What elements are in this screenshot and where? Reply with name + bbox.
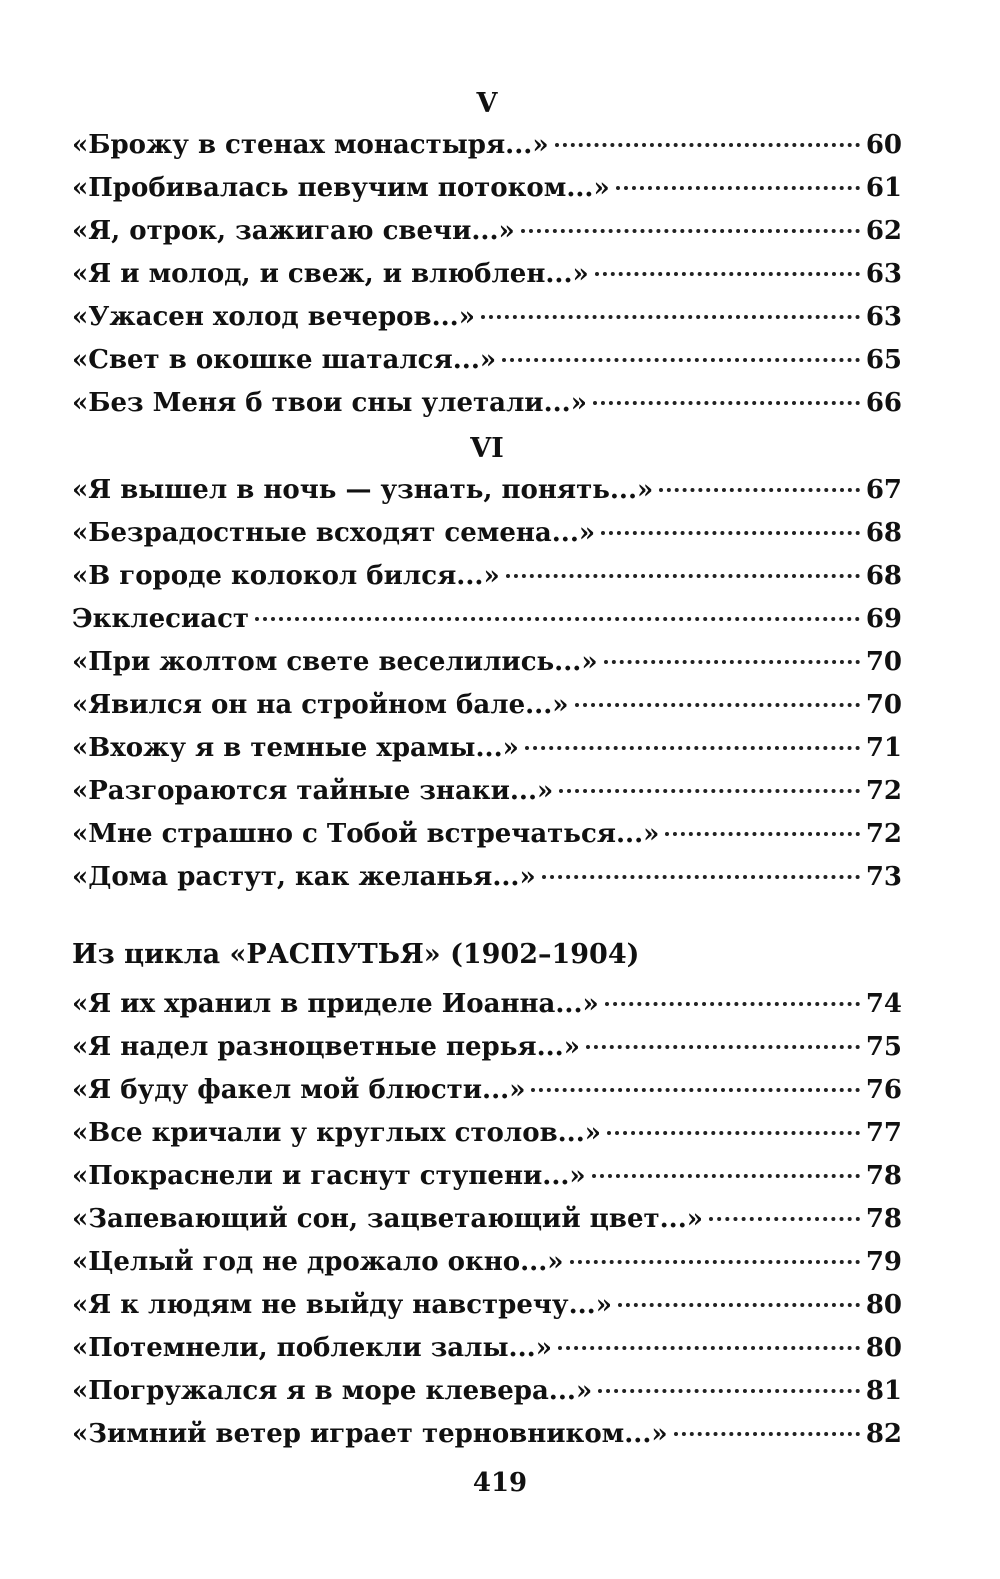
toc-entry[interactable] (72, 555, 902, 598)
section-heading: VI (470, 433, 504, 464)
toc-entry-title: «Пробивалась певучим потоком...» (72, 173, 610, 203)
toc-entry[interactable] (72, 684, 902, 727)
toc-entry[interactable] (72, 856, 902, 899)
toc-entry[interactable] (72, 727, 902, 770)
toc-entry-title: «Мне страшно с Тобой встречаться...» (72, 819, 660, 849)
toc-entry-page: 67 (865, 475, 902, 505)
toc-entry[interactable] (72, 598, 902, 641)
toc-entry-page: 78 (865, 1161, 902, 1191)
toc-entry-title: «Дома растут, как желанья...» (72, 862, 536, 892)
toc-entry[interactable] (72, 1026, 902, 1069)
toc-entry[interactable] (72, 1241, 902, 1284)
toc-entry[interactable] (72, 1327, 902, 1370)
toc-entry-page: 71 (865, 733, 902, 763)
toc-entry[interactable] (72, 1155, 902, 1198)
cycle-heading: Из цикла «РАСПУТЬЯ» (1902–1904) (72, 939, 640, 970)
toc-entry-title: «Без Меня б твои сны улетали...» (72, 388, 587, 418)
section-v (72, 84, 902, 425)
toc-entry-title: «При жолтом свете веселились...» (72, 647, 598, 677)
toc-entry[interactable] (72, 296, 902, 339)
toc-entry[interactable] (72, 1413, 902, 1456)
toc-entry-title: «Явился он на стройном бале...» (72, 690, 569, 720)
dot-leader (618, 1303, 860, 1307)
toc-entry[interactable] (72, 469, 902, 512)
toc-entry-page: 70 (865, 647, 902, 677)
toc-entry-page: 78 (865, 1204, 902, 1234)
dot-leader (593, 401, 860, 405)
toc-entry-title: «Я вышел в ночь — узнать, понять...» (72, 475, 654, 505)
dot-leader (605, 1002, 860, 1006)
toc-entry-title: «Вхожу я в темные храмы...» (72, 733, 519, 763)
toc-entry-title: «Брожу в стенах монастыря...» (72, 130, 549, 160)
section-vi (72, 429, 902, 899)
toc-entry[interactable] (72, 641, 902, 684)
toc-entry-page: 66 (865, 388, 902, 418)
dot-leader (709, 1217, 860, 1221)
toc-entry-title: «Потемнели, поблекли залы...» (72, 1333, 552, 1363)
toc-entry[interactable] (72, 1370, 902, 1413)
toc-entry-page: 72 (865, 776, 902, 806)
toc-entry[interactable] (72, 813, 902, 856)
toc-entry-page: 68 (865, 561, 902, 591)
toc-entry-page: 80 (865, 1333, 902, 1363)
dot-leader (659, 488, 860, 492)
toc-entry-page: 74 (865, 989, 902, 1019)
dot-leader (502, 358, 860, 362)
dot-leader (604, 660, 860, 664)
toc-entry-title: «Целый год не дрожало окно...» (72, 1247, 564, 1277)
toc-entry-title: «Я и молод, и свеж, и влюблен...» (72, 259, 589, 289)
page-number: 419 (472, 1468, 528, 1498)
toc-entry[interactable] (72, 1069, 902, 1112)
toc-entry-title: «Свет в окошке шатался...» (72, 345, 497, 375)
toc-entry-title: «Зимний ветер играет терновником...» (72, 1419, 668, 1449)
toc-entry-title: Экклесиаст (72, 604, 250, 634)
table-of-contents (72, 80, 902, 1456)
toc-entry-page: 80 (865, 1290, 902, 1320)
toc-entry-title: «Я надел разноцветные перья...» (72, 1032, 580, 1062)
toc-entry-title: «Я их хранил в приделе Иоанна...» (72, 989, 599, 1019)
section-heading: V (476, 88, 498, 119)
dot-leader (601, 531, 860, 535)
toc-entry-title: «Ужасен холод вечеров...» (72, 302, 475, 332)
toc-entry-page: 75 (865, 1032, 902, 1062)
toc-entry-page: 82 (865, 1419, 902, 1449)
toc-entry-page: 61 (865, 173, 902, 203)
dot-leader (598, 1389, 860, 1393)
dot-leader (525, 746, 860, 750)
toc-entry-page: 65 (865, 345, 902, 375)
toc-list (72, 983, 902, 1456)
toc-entry-title: «Безрадостные всходят семена...» (72, 518, 596, 548)
toc-entry[interactable] (72, 382, 902, 425)
toc-entry-title: «Погружался я в море клевера...» (72, 1376, 593, 1406)
toc-entry-page: 79 (865, 1247, 902, 1277)
toc-entry-title: «Все кричали у круглых столов...» (72, 1118, 602, 1148)
toc-entry-title: «Я буду факел мой блюсти...» (72, 1075, 526, 1105)
toc-entry[interactable] (72, 124, 902, 167)
toc-entry[interactable] (72, 339, 902, 382)
dot-leader (586, 1045, 860, 1049)
dot-leader (592, 1174, 860, 1178)
toc-entry[interactable] (72, 210, 902, 253)
dot-leader (481, 315, 860, 319)
toc-entry[interactable] (72, 512, 902, 555)
toc-entry-title: «Разгораются тайные знаки...» (72, 776, 554, 806)
toc-entry[interactable] (72, 1198, 902, 1241)
dot-leader (531, 1088, 859, 1092)
toc-entry[interactable] (72, 983, 902, 1026)
toc-entry[interactable] (72, 1112, 902, 1155)
dot-leader (665, 832, 859, 836)
cycle-section (72, 933, 902, 1456)
dot-leader (555, 143, 860, 147)
toc-entry-page: 63 (865, 302, 902, 332)
toc-entry-page: 81 (865, 1376, 902, 1406)
toc-entry[interactable] (72, 167, 902, 210)
toc-entry-page: 73 (865, 862, 902, 892)
toc-entry-title: «Я, отрок, зажигаю свечи...» (72, 216, 515, 246)
dot-leader (542, 875, 860, 879)
toc-entry-page: 68 (865, 518, 902, 548)
dot-leader (570, 1260, 860, 1264)
toc-entry-page: 70 (865, 690, 902, 720)
dot-leader (255, 617, 860, 621)
toc-entry[interactable] (72, 253, 902, 296)
toc-list (72, 124, 902, 425)
toc-entry-page: 69 (865, 604, 902, 634)
dot-leader (616, 186, 860, 190)
toc-entry-title: «Запевающий сон, зацветающий цвет...» (72, 1204, 704, 1234)
dot-leader (559, 789, 860, 793)
dot-leader (607, 1131, 860, 1135)
toc-entry-page: 77 (865, 1118, 902, 1148)
dot-leader (674, 1432, 860, 1436)
dot-leader (575, 703, 860, 707)
toc-entry-title: «Покраснели и гаснут ступени...» (72, 1161, 586, 1191)
dot-leader (595, 272, 860, 276)
toc-entry-page: 63 (865, 259, 902, 289)
toc-entry-page: 72 (865, 819, 902, 849)
toc-entry-page: 62 (865, 216, 902, 246)
toc-entry[interactable] (72, 1284, 902, 1327)
toc-entry-title: «В городе колокол бился...» (72, 561, 500, 591)
dot-leader (558, 1346, 860, 1350)
toc-entry-title: «Я к людям не выйду навстречу...» (72, 1290, 612, 1320)
dot-leader (521, 229, 860, 233)
toc-entry[interactable] (72, 770, 902, 813)
toc-list (72, 469, 902, 899)
toc-entry-page: 76 (865, 1075, 902, 1105)
dot-leader (506, 574, 860, 578)
toc-entry-page: 60 (865, 130, 902, 160)
